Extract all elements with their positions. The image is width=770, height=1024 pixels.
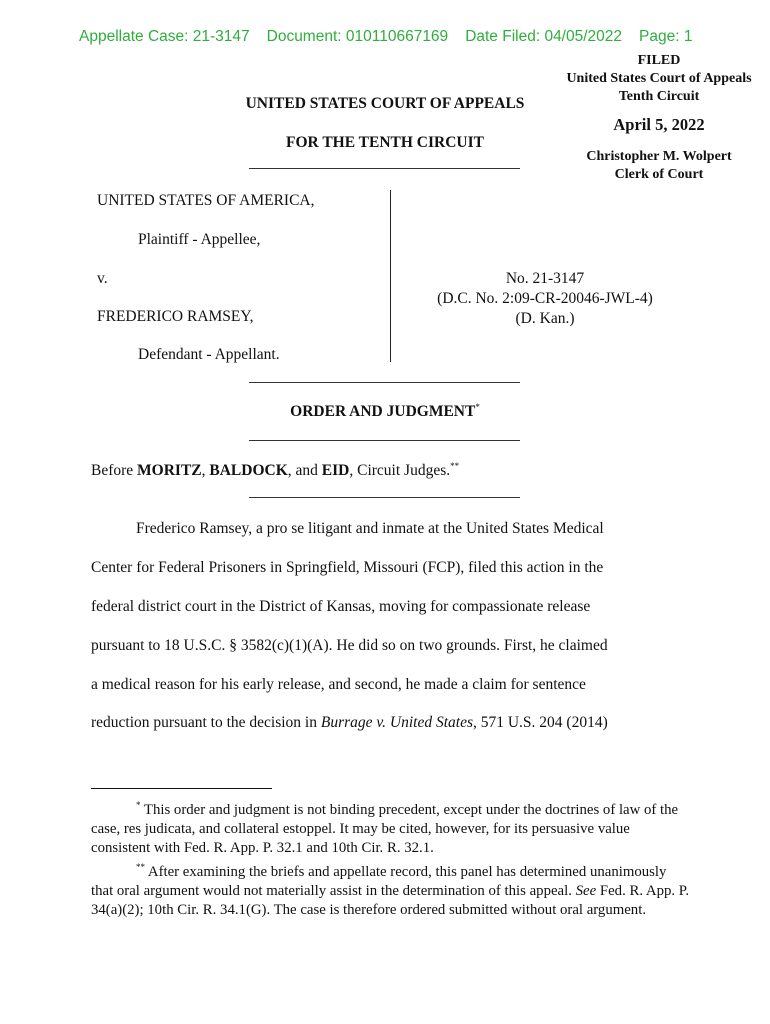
judge-baldock: BALDOCK — [209, 462, 288, 480]
district-court-number: (D.C. No. 2:09-CR-20046-JWL-4) — [437, 290, 653, 307]
versus: v. — [97, 270, 108, 287]
body-line: a medical reason for his early release, and second, he made a claim for sentence — [91, 676, 586, 693]
plaintiff-role: Plaintiff - Appellee, — [138, 231, 261, 248]
footnotes — [91, 796, 691, 920]
district: (D. Kan.) — [515, 310, 575, 327]
footnote-1-text: This order and judgment is not binding precedent, except under the doctrines of law of the case, res judicata, and collateral estoppel. It may be cited, however, for its persuasive value consistent with Fed. R. App. P. 32.1 and 10th Cir. R. 32.1. — [91, 801, 679, 856]
panel-suffix: , Circuit Judges. — [349, 462, 451, 480]
panel-sep: , and — [287, 462, 322, 480]
court-name: UNITED STATES COURT OF APPEALS — [245, 95, 525, 112]
body-text: reduction pursuant to the decision in — [91, 714, 321, 731]
panel-prefix: Before — [91, 462, 138, 480]
body-line: Center for Federal Prisoners in Springfield, Missouri (FCP), filed this action in the — [91, 559, 604, 576]
divider — [249, 440, 520, 441]
page-number-stamp: Page: 1 — [639, 28, 693, 45]
date-filed-stamp: Date Filed: 04/05/2022 — [465, 28, 623, 45]
panel-line — [91, 461, 459, 480]
filed-circuit: Tenth Circuit — [618, 89, 700, 104]
circuit-name: FOR THE TENTH CIRCUIT — [286, 134, 484, 151]
body-line — [91, 714, 608, 732]
defendant-name: FREDERICO RAMSEY, — [97, 308, 254, 325]
footnote-ref-2[interactable]: ** — [450, 461, 460, 471]
plaintiff-name: UNITED STATES OF AMERICA, — [97, 192, 315, 209]
clerk-name: Christopher M. Wolpert — [586, 149, 732, 164]
case-number-stamp: Appellate Case: 21-3147 — [79, 28, 250, 45]
footnote-1-mark: * — [136, 800, 141, 810]
footnote-2-text: Fed. R. App. P. 34(a)(2); 10th Cir. R. 34.1(G). The case is therefore ordered submitted without oral argument. — [91, 882, 690, 918]
case-citation: Burrage v. United States — [320, 714, 473, 731]
filed-notice — [548, 52, 770, 184]
filed-court: United States Court of Appeals — [566, 71, 752, 86]
document-number-stamp: Document: 010110667169 — [266, 28, 449, 45]
body-line: federal district court in the District of Kansas, moving for compassionate release — [91, 598, 591, 615]
footnote-2-mark: ** — [136, 861, 145, 872]
footnote-2 — [91, 858, 691, 920]
divider — [249, 382, 520, 383]
clerk-title: Clerk of Court — [614, 167, 704, 182]
caption-divider — [390, 190, 391, 362]
panel-sep: , — [201, 462, 210, 480]
footnote-1 — [91, 796, 691, 858]
footnote-separator — [91, 788, 272, 789]
docket-number: No. 21-3147 — [505, 270, 585, 287]
judge-eid: EID — [321, 462, 350, 480]
order-title — [200, 402, 570, 421]
divider — [249, 497, 520, 498]
order-title-text: ORDER AND JUDGMENT — [290, 403, 476, 421]
filed-date: April 5, 2022 — [613, 115, 705, 134]
filed-label: FILED — [637, 53, 681, 68]
divider — [249, 168, 520, 169]
defendant-role: Defendant - Appellant. — [138, 346, 280, 363]
footnote-2-text: After examining the briefs and appellate record, this panel has determined unanimously that oral argument would not materially assist in the determination of this appeal. — [91, 863, 667, 899]
filing-stamp-header — [79, 28, 709, 46]
body-text: , 571 U.S. 204 (2014) — [472, 714, 608, 731]
body-line: Frederico Ramsey, a pro se litigant and inmate at the United States Medical — [136, 520, 604, 537]
footnote-ref-1[interactable]: * — [475, 402, 480, 412]
footnote-2-signal: See — [575, 882, 597, 899]
judge-moritz: MORITZ — [137, 462, 202, 480]
docket-info — [420, 269, 670, 329]
body-line: pursuant to 18 U.S.C. § 3582(c)(1)(A). He did so on two grounds. First, he claimed — [91, 637, 608, 654]
